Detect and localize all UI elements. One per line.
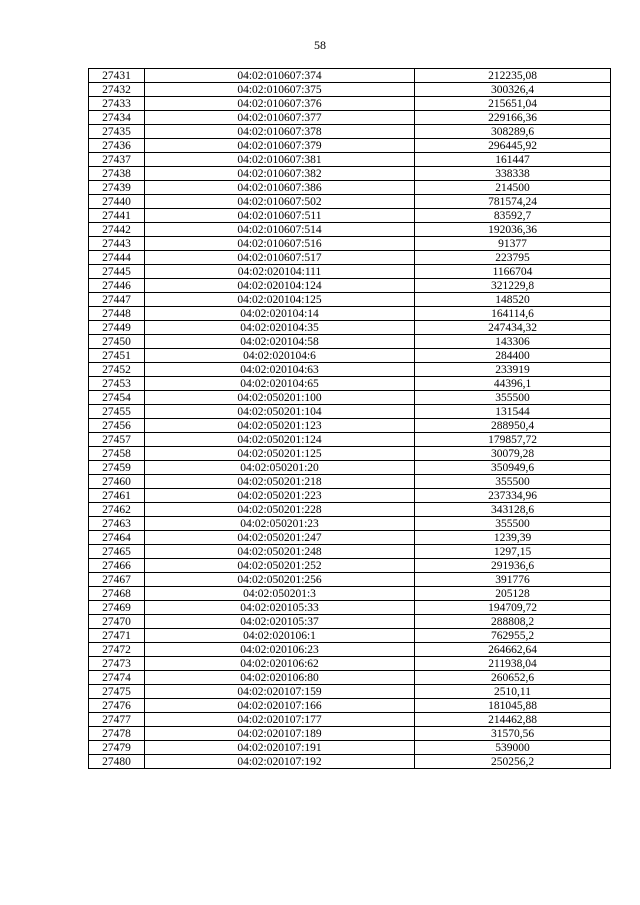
cadastral-number-cell: 04:02:020107:189 [145,727,415,741]
row-number-cell: 27450 [89,335,145,349]
cadastral-value-cell: 260652,6 [415,671,611,685]
cadastral-value-cell: 288808,2 [415,615,611,629]
cadastral-number-cell: 04:02:020106:80 [145,671,415,685]
cadastral-number-cell: 04:02:010607:381 [145,153,415,167]
cadastral-number-cell: 04:02:010607:386 [145,181,415,195]
cadastral-value-cell: 148520 [415,293,611,307]
cadastral-number-cell: 04:02:020104:63 [145,363,415,377]
cadastral-number-cell: 04:02:050201:248 [145,545,415,559]
row-number-cell: 27469 [89,601,145,615]
cadastral-number-cell: 04:02:020105:37 [145,615,415,629]
cadastral-number-cell: 04:02:020104:35 [145,321,415,335]
row-number-cell: 27478 [89,727,145,741]
cadastral-number-cell: 04:02:050201:223 [145,489,415,503]
cadastral-number-cell: 04:02:050201:104 [145,405,415,419]
cadastral-number-cell: 04:02:010607:379 [145,139,415,153]
table-row [89,559,611,573]
table-row [89,195,611,209]
row-number-cell: 27479 [89,741,145,755]
cadastral-value-cell: 355500 [415,391,611,405]
table-row [89,685,611,699]
cadastral-number-cell: 04:02:020104:58 [145,335,415,349]
cadastral-number-cell: 04:02:020105:33 [145,601,415,615]
row-number-cell: 27454 [89,391,145,405]
cadastral-number-cell: 04:02:020107:166 [145,699,415,713]
cadastral-value-cell: 338338 [415,167,611,181]
row-number-cell: 27470 [89,615,145,629]
row-number-cell: 27447 [89,293,145,307]
row-number-cell: 27440 [89,195,145,209]
cadastral-number-cell: 04:02:020107:192 [145,755,415,769]
table-row [89,671,611,685]
table-row [89,279,611,293]
row-number-cell: 27473 [89,657,145,671]
row-number-cell: 27453 [89,377,145,391]
cadastral-number-cell: 04:02:010607:502 [145,195,415,209]
table-row [89,251,611,265]
table-row [89,755,611,769]
table-row [89,643,611,657]
cadastral-value-cell: 223795 [415,251,611,265]
row-number-cell: 27456 [89,419,145,433]
table-row [89,167,611,181]
cadastral-value-cell: 91377 [415,237,611,251]
cadastral-value-cell: 181045,88 [415,699,611,713]
cadastral-number-cell: 04:02:010607:377 [145,111,415,125]
cadastral-number-cell: 04:02:010607:511 [145,209,415,223]
row-number-cell: 27431 [89,69,145,83]
cadastral-number-cell: 04:02:050201:20 [145,461,415,475]
table-row [89,615,611,629]
table-row [89,377,611,391]
row-number-cell: 27436 [89,139,145,153]
cadastral-value-cell: 321229,8 [415,279,611,293]
cadastral-value-cell: 391776 [415,573,611,587]
cadastral-number-cell: 04:02:050201:228 [145,503,415,517]
cadastral-number-cell: 04:02:050201:3 [145,587,415,601]
cadastral-value-cell: 212235,08 [415,69,611,83]
table-row [89,461,611,475]
row-number-cell: 27443 [89,237,145,251]
cadastral-number-cell: 04:02:020106:23 [145,643,415,657]
cadastral-value-cell: 2510,11 [415,685,611,699]
row-number-cell: 27467 [89,573,145,587]
table-row [89,265,611,279]
cadastral-number-cell: 04:02:050201:252 [145,559,415,573]
cadastral-value-cell: 300326,4 [415,83,611,97]
cadastral-value-cell: 264662,64 [415,643,611,657]
table-row [89,69,611,83]
table-row [89,237,611,251]
row-number-cell: 27474 [89,671,145,685]
table-row [89,433,611,447]
cadastral-value-cell: 539000 [415,741,611,755]
cadastral-number-cell: 04:02:050201:100 [145,391,415,405]
table-row [89,349,611,363]
row-number-cell: 27458 [89,447,145,461]
cadastral-value-cell: 355500 [415,517,611,531]
row-number-cell: 27465 [89,545,145,559]
cadastral-number-cell: 04:02:020107:159 [145,685,415,699]
row-number-cell: 27472 [89,643,145,657]
table-row [89,475,611,489]
cadastral-value-cell: 1239,39 [415,531,611,545]
table-row [89,531,611,545]
table-row [89,489,611,503]
table-row [89,503,611,517]
cadastral-value-cell: 250256,2 [415,755,611,769]
row-number-cell: 27463 [89,517,145,531]
row-number-cell: 27442 [89,223,145,237]
table-row [89,741,611,755]
table-row [89,713,611,727]
cadastral-number-cell: 04:02:020104:14 [145,307,415,321]
table-body [89,69,611,769]
cadastral-number-cell: 04:02:020104:6 [145,349,415,363]
cadastral-value-cell: 237334,96 [415,489,611,503]
row-number-cell: 27480 [89,755,145,769]
cadastral-value-cell: 194709,72 [415,601,611,615]
cadastral-value-cell: 762955,2 [415,629,611,643]
cadastral-value-cell: 30079,28 [415,447,611,461]
table-row [89,363,611,377]
cadastral-value-cell: 44396,1 [415,377,611,391]
cadastral-value-cell: 215651,04 [415,97,611,111]
table-row [89,727,611,741]
cadastral-number-cell: 04:02:050201:218 [145,475,415,489]
row-number-cell: 27475 [89,685,145,699]
row-number-cell: 27477 [89,713,145,727]
cadastral-value-cell: 247434,32 [415,321,611,335]
cadastral-value-cell: 31570,56 [415,727,611,741]
row-number-cell: 27471 [89,629,145,643]
cadastral-value-cell: 229166,36 [415,111,611,125]
cadastral-number-cell: 04:02:010607:378 [145,125,415,139]
cadastral-value-cell: 83592,7 [415,209,611,223]
cadastral-number-cell: 04:02:050201:123 [145,419,415,433]
cadastral-value-cell: 211938,04 [415,657,611,671]
table-row [89,181,611,195]
cadastral-value-cell: 192036,36 [415,223,611,237]
table-row [89,321,611,335]
cadastral-number-cell: 04:02:050201:23 [145,517,415,531]
row-number-cell: 27449 [89,321,145,335]
cadastral-value-cell: 143306 [415,335,611,349]
cadastral-value-cell: 296445,92 [415,139,611,153]
table-row [89,405,611,419]
table-row [89,517,611,531]
cadastral-number-cell: 04:02:050201:124 [145,433,415,447]
table-row [89,307,611,321]
cadastral-number-cell: 04:02:050201:247 [145,531,415,545]
table-row [89,573,611,587]
cadastral-value-cell: 164114,6 [415,307,611,321]
table-row [89,153,611,167]
row-number-cell: 27466 [89,559,145,573]
cadastral-value-cell: 1166704 [415,265,611,279]
row-number-cell: 27448 [89,307,145,321]
table-row [89,601,611,615]
cadastral-value-cell: 781574,24 [415,195,611,209]
cadastral-value-cell: 288950,4 [415,419,611,433]
cadastral-number-cell: 04:02:010607:376 [145,97,415,111]
row-number-cell: 27435 [89,125,145,139]
table-row [89,447,611,461]
cadastral-number-cell: 04:02:020107:191 [145,741,415,755]
page-number: 58 [314,38,326,52]
table-row [89,545,611,559]
cadastral-value-cell: 233919 [415,363,611,377]
cadastral-number-cell: 04:02:010607:374 [145,69,415,83]
table-row [89,419,611,433]
row-number-cell: 27452 [89,363,145,377]
table-row [89,587,611,601]
row-number-cell: 27451 [89,349,145,363]
cadastral-value-cell: 343128,6 [415,503,611,517]
cadastral-value-cell: 284400 [415,349,611,363]
row-number-cell: 27439 [89,181,145,195]
cadastral-number-cell: 04:02:010607:382 [145,167,415,181]
cadastral-number-cell: 04:02:010607:375 [145,83,415,97]
cadastral-value-cell: 161447 [415,153,611,167]
cadastral-number-cell: 04:02:050201:125 [145,447,415,461]
cadastral-value-cell: 350949,6 [415,461,611,475]
cadastral-number-cell: 04:02:010607:516 [145,237,415,251]
cadastral-number-cell: 04:02:020104:111 [145,265,415,279]
cadastral-value-cell: 179857,72 [415,433,611,447]
row-number-cell: 27461 [89,489,145,503]
cadastral-value-cell: 205128 [415,587,611,601]
row-number-cell: 27462 [89,503,145,517]
cadastral-value-cell: 355500 [415,475,611,489]
row-number-cell: 27457 [89,433,145,447]
table-row [89,699,611,713]
row-number-cell: 27455 [89,405,145,419]
row-number-cell: 27444 [89,251,145,265]
row-number-cell: 27459 [89,461,145,475]
cadastral-value-cell: 131544 [415,405,611,419]
cadastral-value-cell: 291936,6 [415,559,611,573]
cadastral-number-cell: 04:02:020104:65 [145,377,415,391]
table-row [89,629,611,643]
cadastral-value-cell: 1297,15 [415,545,611,559]
cadastral-number-cell: 04:02:010607:517 [145,251,415,265]
row-number-cell: 27446 [89,279,145,293]
row-number-cell: 27434 [89,111,145,125]
cadastral-number-cell: 04:02:010607:514 [145,223,415,237]
cadastral-value-cell: 214500 [415,181,611,195]
table-row [89,209,611,223]
table-row [89,125,611,139]
table-row [89,293,611,307]
table-row [89,223,611,237]
cadastral-value-cell: 308289,6 [415,125,611,139]
row-number-cell: 27432 [89,83,145,97]
table-row [89,139,611,153]
row-number-cell: 27437 [89,153,145,167]
row-number-cell: 27476 [89,699,145,713]
row-number-cell: 27464 [89,531,145,545]
cadastral-number-cell: 04:02:020106:1 [145,629,415,643]
cadastral-number-cell: 04:02:020104:124 [145,279,415,293]
row-number-cell: 27468 [89,587,145,601]
cadastral-value-table [88,68,611,769]
cadastral-number-cell: 04:02:020106:62 [145,657,415,671]
table-row [89,335,611,349]
table-row [89,391,611,405]
row-number-cell: 27441 [89,209,145,223]
row-number-cell: 27438 [89,167,145,181]
cadastral-value-cell: 214462,88 [415,713,611,727]
cadastral-number-cell: 04:02:050201:256 [145,573,415,587]
table-row [89,97,611,111]
table-row [89,111,611,125]
table-row [89,83,611,97]
row-number-cell: 27433 [89,97,145,111]
table-row [89,657,611,671]
row-number-cell: 27445 [89,265,145,279]
cadastral-number-cell: 04:02:020104:125 [145,293,415,307]
row-number-cell: 27460 [89,475,145,489]
cadastral-number-cell: 04:02:020107:177 [145,713,415,727]
